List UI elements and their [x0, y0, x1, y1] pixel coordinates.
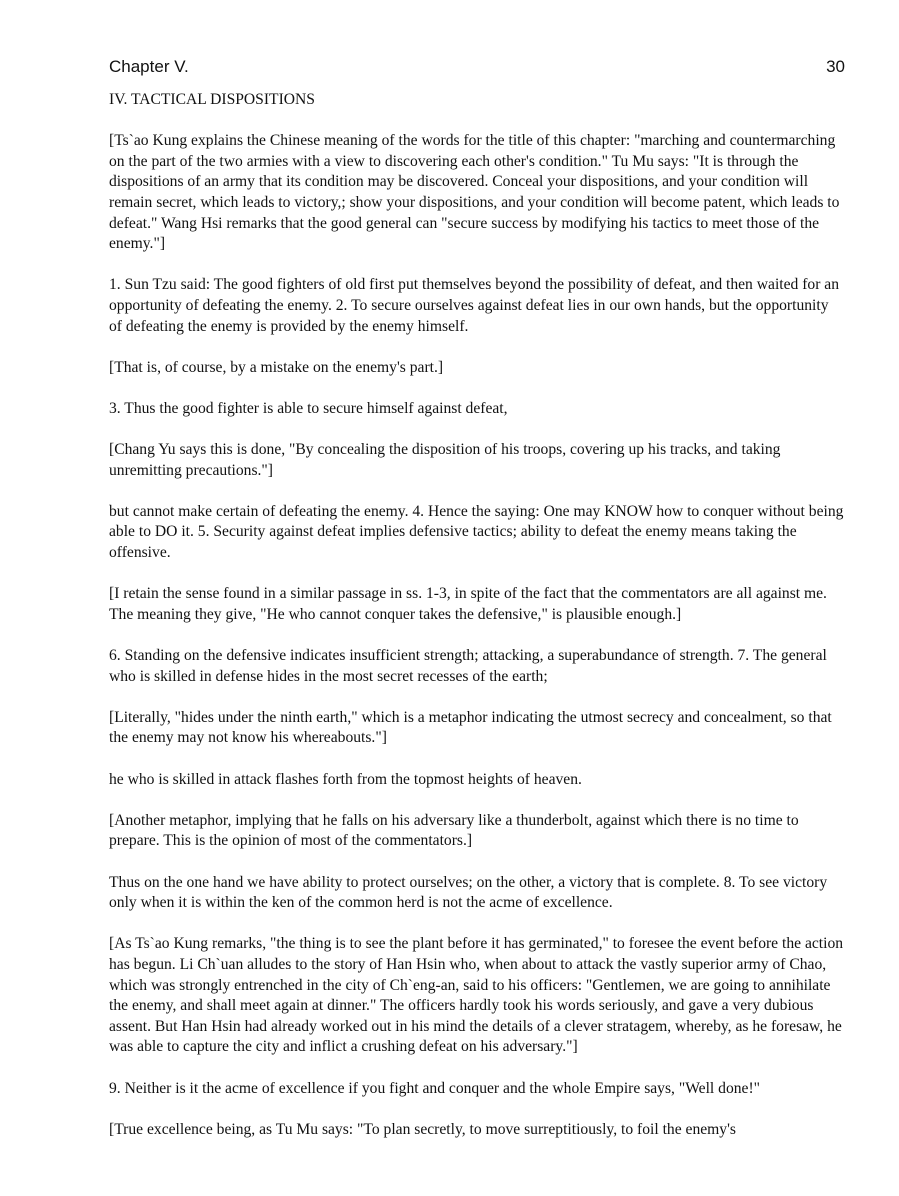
page-number: 30	[826, 57, 845, 76]
paragraph: 6. Standing on the defensive indicates insufficient strength; attacking, a superabundance of strength. 7. The general who is skilled in defense hides in the most secret recesses of the earth;	[109, 647, 827, 685]
paragraph: [True excellence being, as Tu Mu says: "To plan secretly, to move surreptitiously, to foil the enemy's	[109, 1120, 736, 1138]
paragraph: [That is, of course, by a mistake on the enemy's part.]	[109, 358, 444, 376]
running-header	[109, 57, 845, 77]
chapter-label: Chapter V.	[109, 57, 189, 76]
paragraph: [As Ts`ao Kung remarks, "the thing is to see the plant before it has germinated," to foresee the event before the action has begun. Li Ch`uan alludes to the story of Han Hsin who, when about to attack the vastly superior army of Chao, which was strongly entrenched in the city of Ch`eng-an, said to his officers: "Gentlemen, we are going to annihilate the enemy, and shall meet again at dinner." The officers hardly took his words seriously, and gave a very dubious assent. But Han Hsin had already worked out in his mind the details of a clever stratagem, whereby, as he foresaw, he was able to capture the city and inflict a crushing defeat on his adversary."]	[109, 935, 844, 1056]
paragraph: Thus on the one hand we have ability to protect ourselves; on the other, a victory that is complete. 8. To see victory only when it is within the ken of the common herd is not the acme of excellence.	[109, 873, 828, 912]
paragraph: [I retain the sense found in a similar passage in ss. 1-3, in spite of the fact that the commentators are all against me. The meaning they give, "He who cannot conquer takes the defensive," is plausible enough.]	[109, 585, 827, 623]
paragraph: he who is skilled in attack flashes forth from the topmost heights of heaven.	[109, 770, 582, 788]
paragraph: [Another metaphor, implying that he falls on his adversary like a thunderbolt, against which there is no time to prepare. This is the opinion of most of the commentators.]	[109, 811, 799, 850]
paragraph: 1. Sun Tzu said: The good fighters of old first put themselves beyond the possibility of defeat, and then waited for an opportunity of defeating the enemy. 2. To secure ourselves against defeat lies in our own hands, but the opportunity of defeating the enemy is provided by the enemy himself.	[109, 276, 840, 335]
body-text	[109, 90, 845, 1161]
paragraph: [Literally, "hides under the ninth earth," which is a metaphor indicating the utmost secrecy and concealment, so that the enemy may not know his whereabouts."]	[109, 708, 832, 747]
paragraph: 9. Neither is it the acme of excellence if you fight and conquer and the whole Empire says, "Well done!"	[109, 1079, 761, 1097]
paragraph: 3. Thus the good fighter is able to secure himself against defeat,	[109, 399, 508, 417]
paragraph: [Chang Yu says this is done, "By concealing the disposition of his troops, covering up his tracks, and taking unremitting precautions."]	[109, 441, 781, 479]
paragraph: [Ts`ao Kung explains the Chinese meaning of the words for the title of this chapter: "marching and countermarching on the part of the two armies with a view to discovering each other's condition." Tu Mu says: "It is through the dispositions of an army that its condition may be discovered. Conceal your dispositions, and your condition will remain secret, which leads to victory,; show your dispositions, and your condition will become patent, which leads to defeat." Wang Hsi remarks that the good general can "secure success by modifying his tactics to meet those of the enemy."]	[109, 132, 840, 253]
paragraph: but cannot make certain of defeating the enemy. 4. Hence the saying: One may KNOW how to conquer without being able to DO it. 5. Security against defeat implies defensive tactics; ability to defeat the enemy means taking the offensive.	[109, 502, 844, 562]
section-title: IV. TACTICAL DISPOSITIONS	[109, 91, 315, 108]
